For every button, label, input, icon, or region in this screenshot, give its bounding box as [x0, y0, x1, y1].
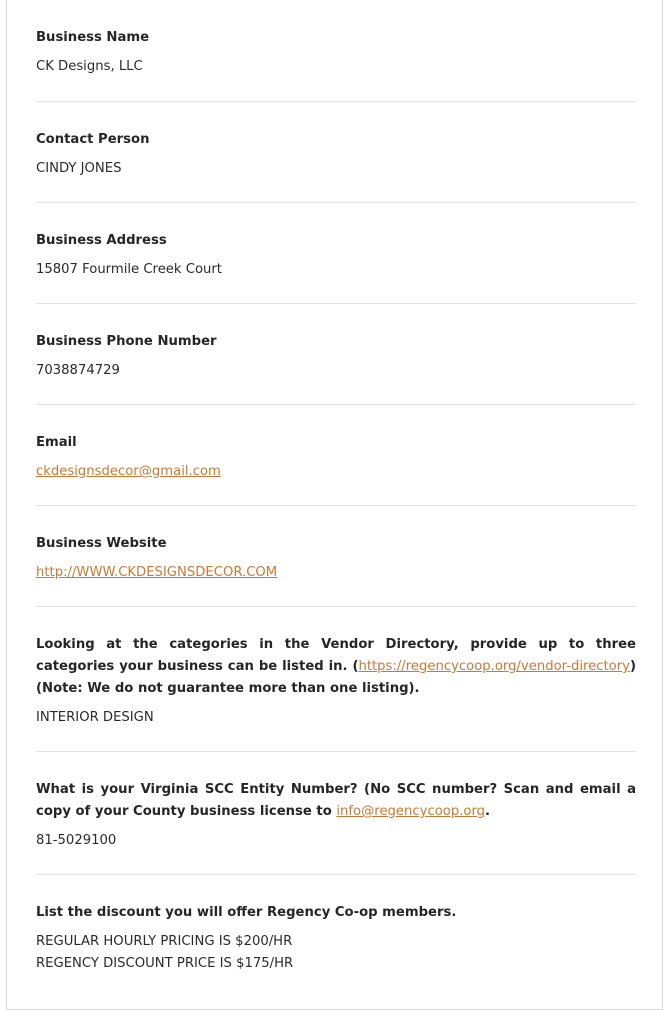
field-business-address — [36, 203, 636, 303]
business-website-label: Business Website — [36, 536, 167, 551]
field-business-phone — [36, 304, 636, 404]
email-link[interactable]: ckdesignsdecor@gmail.com — [36, 464, 221, 479]
field-business-name — [36, 27, 636, 101]
field-categories — [36, 607, 636, 751]
vendor-directory-link[interactable]: https://regencycoop.org/vendor-directory — [358, 659, 630, 674]
field-email — [36, 405, 636, 505]
scc-label-end: . — [485, 804, 491, 819]
email-label: Email — [36, 435, 77, 450]
email-value — [36, 461, 636, 483]
business-address-value: 15807 Fourmile Creek Court — [36, 262, 222, 277]
scc-value: 81-5029100 — [36, 833, 117, 848]
contact-person-value: CINDY JONES — [36, 161, 122, 176]
discount-value-line: REGULAR HOURLY PRICING IS $200/HR — [36, 934, 293, 949]
business-phone-label: Business Phone Number — [36, 334, 217, 349]
contact-person-label: Contact Person — [36, 132, 150, 147]
discount-value-line: REGENCY DISCOUNT PRICE IS $175/HR — [36, 956, 294, 971]
business-name-value: CK Designs, LLC — [36, 59, 143, 74]
business-name-label: Business Name — [36, 30, 150, 45]
field-scc-number — [36, 752, 636, 874]
business-address-label: Business Address — [36, 233, 167, 248]
business-website-value — [36, 562, 636, 584]
form-entry-content — [36, 27, 636, 975]
field-contact-person — [36, 102, 636, 202]
business-phone-value: 7038874729 — [36, 363, 120, 378]
website-link[interactable]: http://WWW.CKDESIGNSDECOR.COM — [36, 565, 278, 580]
categories-label-note: ) (Note: We do not guarantee more than one listing). — [36, 659, 636, 696]
field-business-website — [36, 506, 636, 606]
scc-email-link[interactable]: info@regencycoop.org — [336, 804, 486, 819]
discount-value — [36, 931, 636, 975]
field-discount — [36, 875, 636, 975]
categories-value: INTERIOR DESIGN — [36, 710, 154, 725]
categories-label-text: Looking at the categories in the Vendor Directory, provide up to three categories your business can be listed in. ( — [36, 637, 636, 674]
scc-label-text: What is your Virginia SCC Entity Number? (No SCC number? Scan and email a copy of your County business license to — [36, 782, 636, 819]
discount-label: List the discount you will offer Regency Co-op members. — [36, 905, 457, 920]
categories-label — [36, 634, 636, 700]
scc-label — [36, 779, 636, 823]
